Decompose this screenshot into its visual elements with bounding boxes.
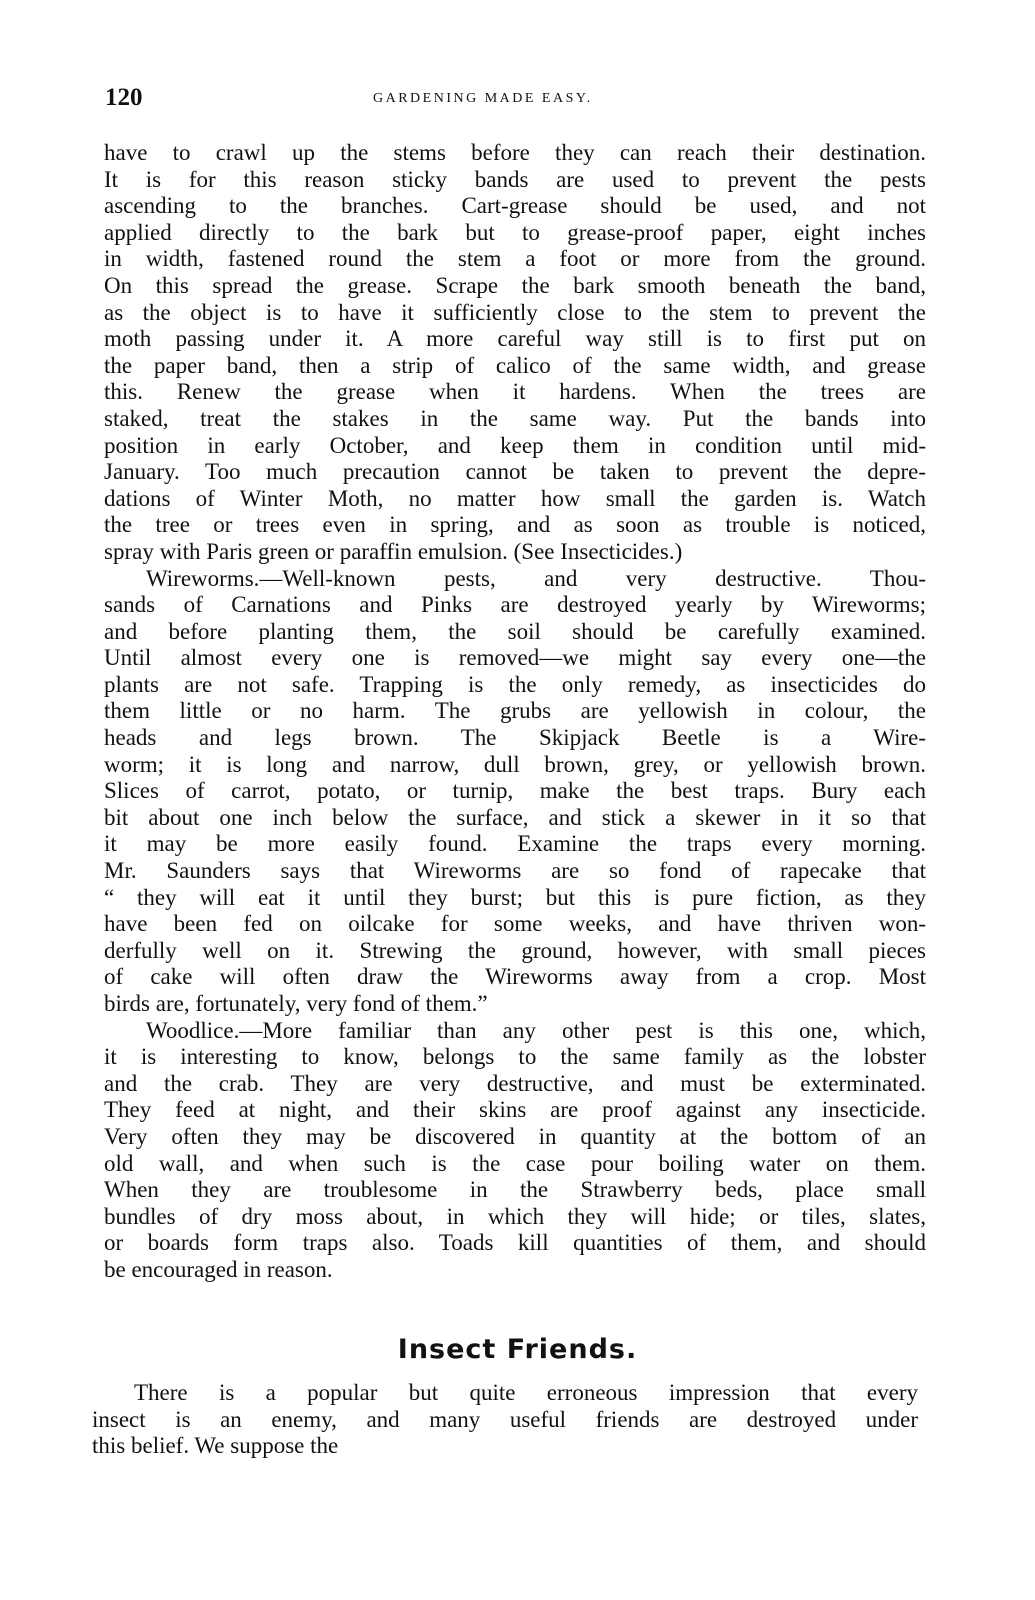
text-line: it is interesting to know, belongs to the same family as the lobster: [104, 1044, 926, 1070]
text-line: insect is an enemy, and many useful friends are destroyed under: [92, 1406, 918, 1432]
text-line: this. Renew the grease when it hardens. When the trees are: [104, 379, 926, 405]
page-number: 120: [105, 84, 143, 111]
text-line: be encouraged in reason.: [104, 1256, 333, 1282]
text-line: have been fed on oilcake for some weeks, and have thriven won-: [104, 911, 926, 937]
text-line: Mr. Saunders says that Wireworms are so fond of rapecake that: [104, 858, 926, 884]
text-line: staked, treat the stakes in the same way. Put the bands into: [104, 405, 926, 431]
text-line: Very often they may be discovered in quantity at the bottom of an: [104, 1123, 926, 1149]
text-line: the tree or trees even in spring, and as soon as trouble is noticed,: [104, 512, 926, 538]
text-line: January. Too much precaution cannot be taken to prevent the depre-: [104, 459, 926, 485]
text-line: position in early October, and keep them in condition until mid-: [104, 432, 926, 458]
section-heading: Insect Friends.: [397, 1334, 638, 1365]
text-line: or boards form traps also. Toads kill quantities of them, and should: [104, 1230, 926, 1256]
text-line: the paper band, then a strip of calico of the same width, and grease: [104, 352, 926, 378]
text-line: in width, fastened round the stem a foot or more from the ground.: [104, 246, 926, 272]
text-line: and before planting them, the soil should be carefully examined.: [104, 618, 926, 644]
text-line: There is a popular but quite erroneous impression that every: [134, 1380, 918, 1405]
text-line: birds are, fortunately, very fond of them.”: [104, 991, 488, 1016]
text-line: heads and legs brown. The Skipjack Beetle is a Wire-: [104, 725, 926, 751]
text-line: and the crab. They are very destructive, and must be exterminated.: [104, 1070, 926, 1096]
text-line: It is for this reason sticky bands are used to prevent the pests: [104, 166, 926, 192]
text-line: bundles of dry moss about, in which they will hide; or tiles, slates,: [104, 1203, 926, 1229]
text-line: of cake will often draw the Wireworms away from a crop. Most: [104, 964, 926, 990]
text-line: applied directly to the bark but to grease-proof paper, eight inches: [104, 219, 926, 245]
text-line: Slices of carrot, potato, or turnip, make the best traps. Bury each: [104, 778, 926, 804]
text-line: them little or no harm. The grubs are yellowish in colour, the: [104, 698, 926, 724]
text-line: bit about one inch below the surface, and stick a skewer in it so that: [104, 804, 926, 830]
text-line: “ they will eat it until they burst; but this is pure fiction, as they: [104, 884, 926, 910]
text-line: as the object is to have it sufficiently close to the stem to prevent the: [104, 299, 926, 325]
body-text: [104, 140, 926, 1284]
text-line: derfully well on it. Strewing the ground, however, with small pieces: [104, 937, 926, 963]
text-line: moth passing under it. A more careful way still is to first put on: [104, 326, 926, 352]
running-head: [105, 84, 925, 116]
text-line: spray with Paris green or paraffin emulsion. (See Insecticides.): [104, 538, 683, 564]
text-line: old wall, and when such is the case pour boiling water on them.: [104, 1150, 926, 1176]
text-line: Until almost every one is removed—we might say every one—the: [104, 645, 926, 671]
text-line: it may be more easily found. Examine the traps every morning.: [104, 831, 926, 857]
text-line: plants are not safe. Trapping is the only remedy, as insecticides do: [104, 671, 926, 697]
text-line: Woodlice.—More familiar than any other pest is this one, which,: [146, 1017, 926, 1043]
running-title: GARDENING MADE EASY.: [373, 91, 593, 106]
text-line: On this spread the grease. Scrape the bark smooth beneath the band,: [104, 272, 926, 298]
section-heading-wrap: [0, 1334, 1035, 1365]
text-line: They feed at night, and their skins are proof against any insecticide.: [104, 1097, 926, 1123]
text-line: Wireworms.—Well-known pests, and very destructive. Thou-: [146, 565, 926, 591]
section-text: [92, 1380, 918, 1460]
text-line: ascending to the branches. Cart-grease should be used, and not: [104, 193, 926, 219]
text-line: worm; it is long and narrow, dull brown, grey, or yellowish brown.: [104, 751, 926, 777]
text-line: this belief. We suppose the: [92, 1433, 339, 1459]
text-line: sands of Carnations and Pinks are destroyed yearly by Wireworms;: [104, 592, 926, 618]
text-line: dations of Winter Moth, no matter how small the garden is. Watch: [104, 485, 926, 511]
text-line: have to crawl up the stems before they can reach their destination.: [104, 140, 926, 165]
text-line: When they are troublesome in the Strawberry beds, place small: [104, 1177, 926, 1203]
